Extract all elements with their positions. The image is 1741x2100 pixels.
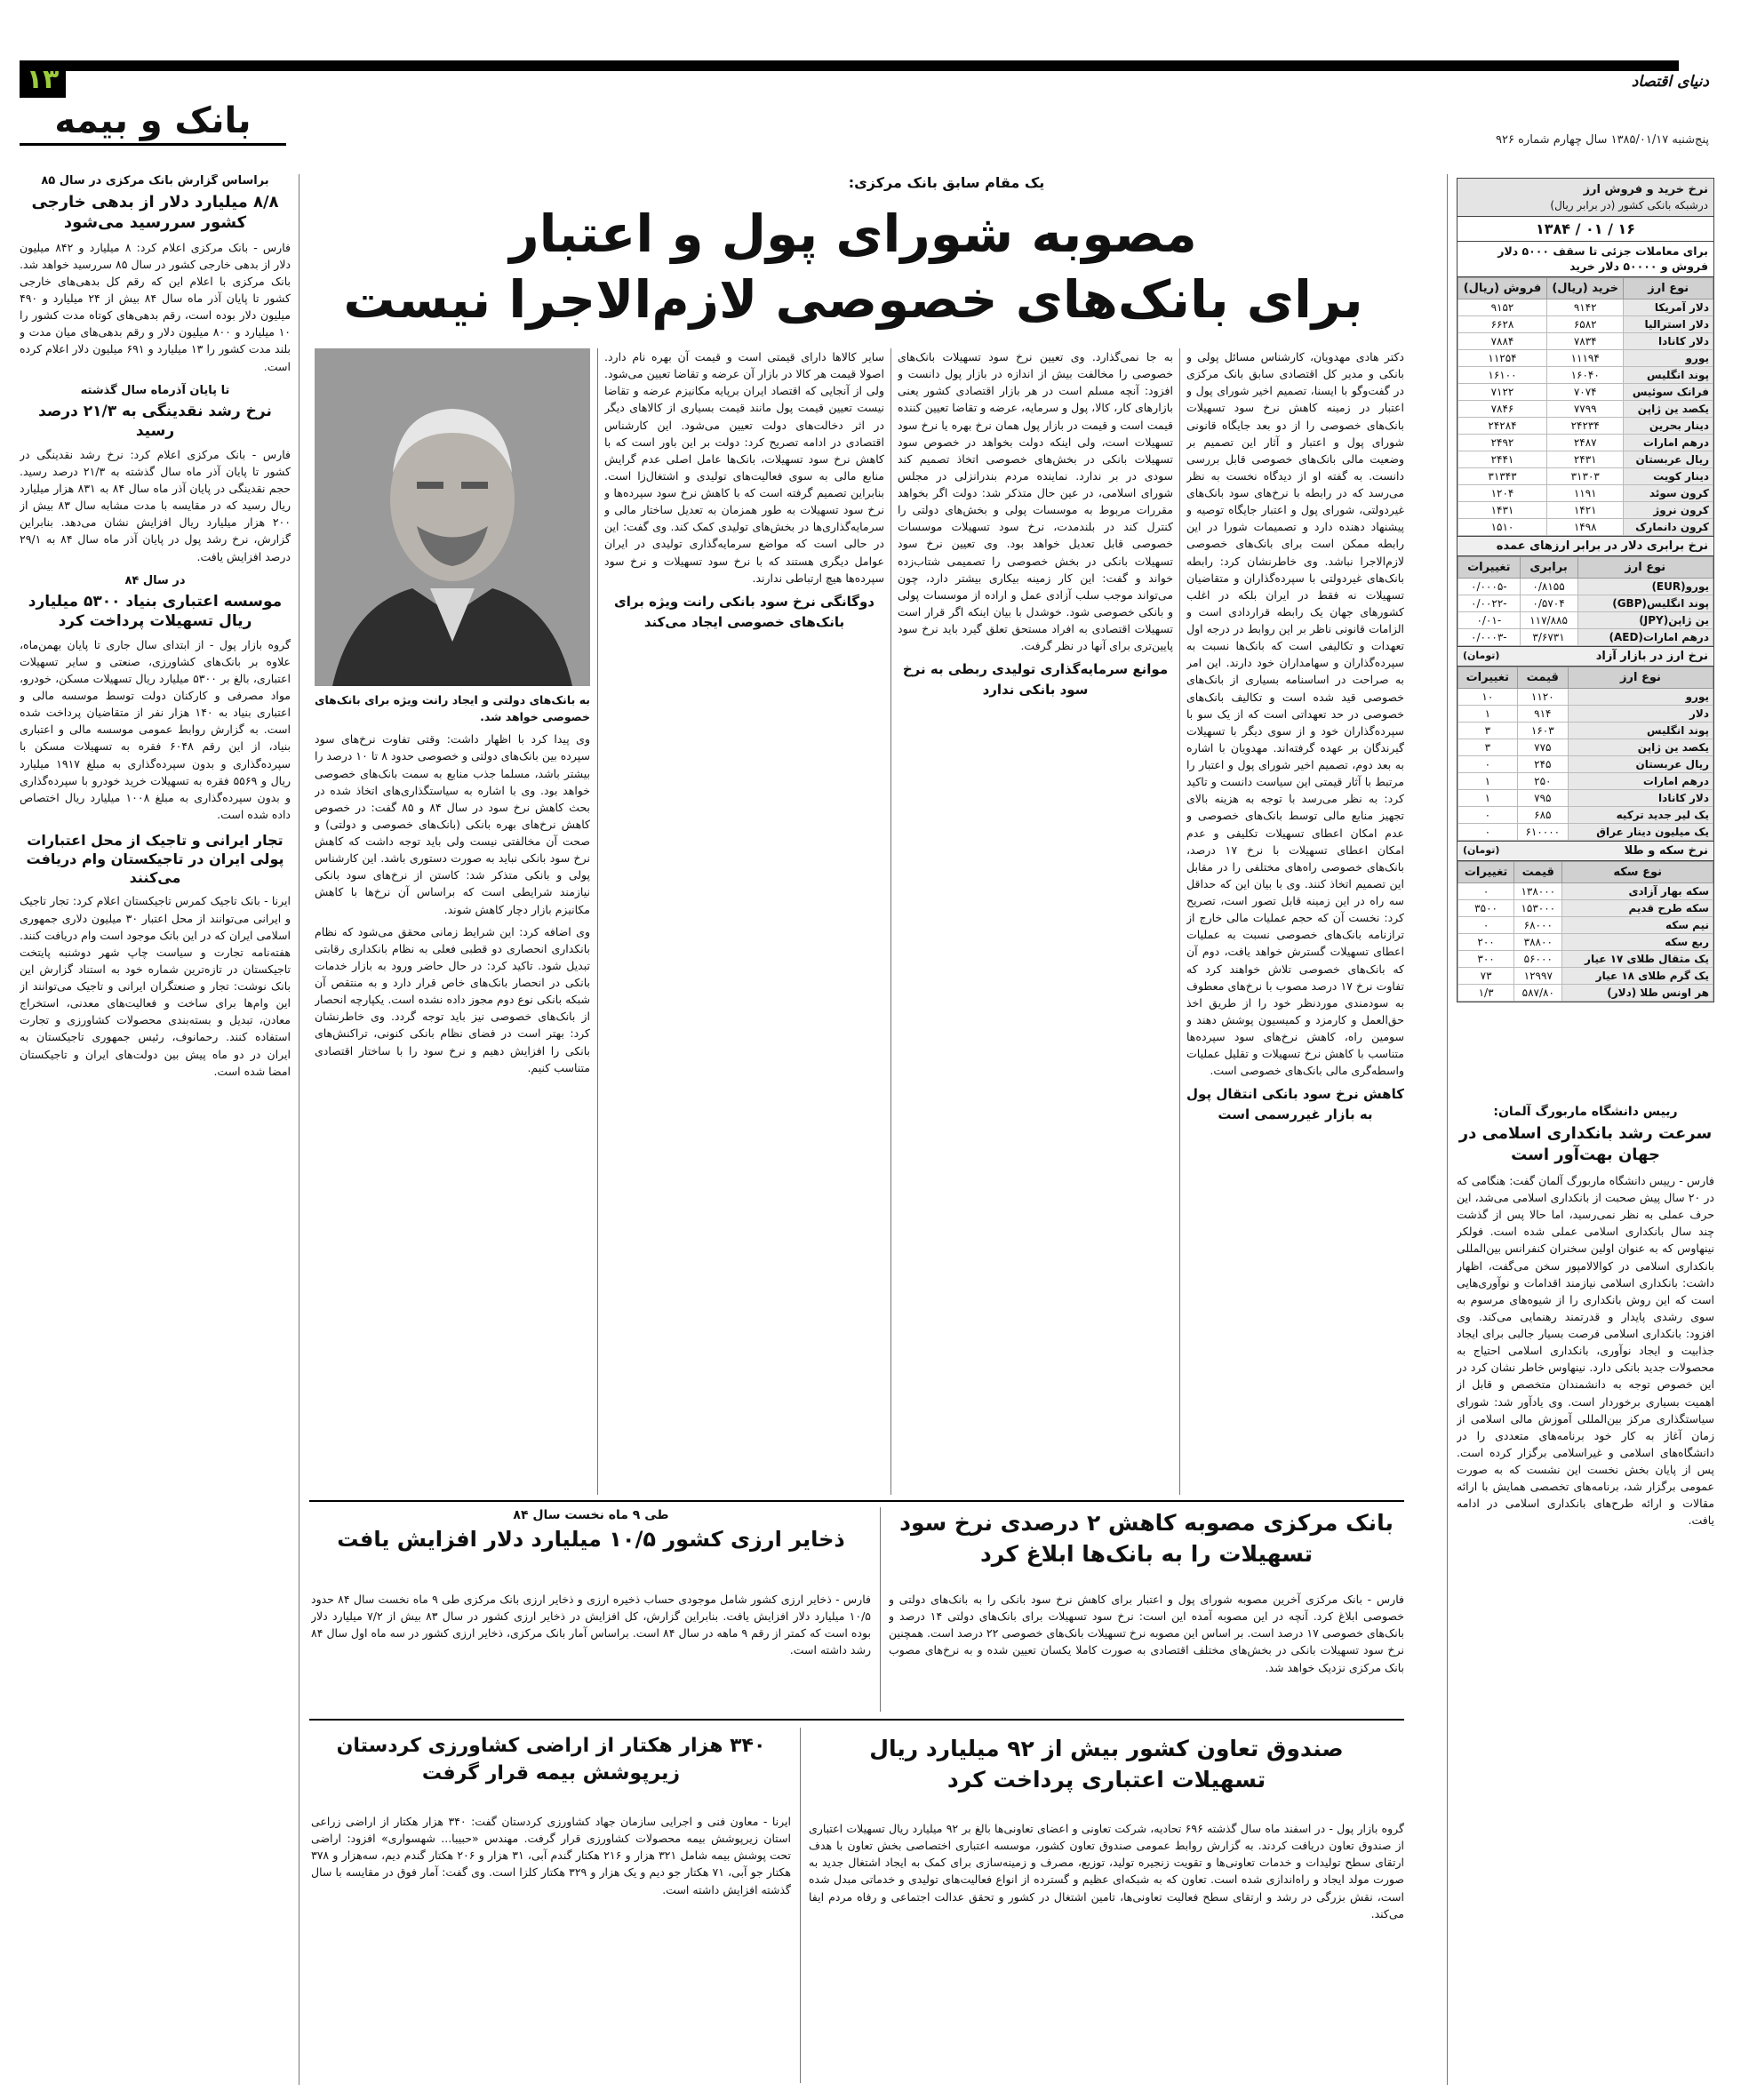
cross-rate-row	[1458, 612, 1713, 629]
main-col-4	[315, 691, 590, 1495]
bank-rate-row	[1458, 468, 1713, 485]
coin-rate-header-cell: نوع سکه	[1562, 862, 1713, 883]
free-rate-cell: ۱	[1458, 773, 1518, 790]
coin-rate-cell: ۰	[1458, 883, 1514, 900]
coin-rate-row	[1458, 883, 1713, 900]
free-rate-cell: ۲۵۰	[1517, 773, 1568, 790]
divider	[890, 348, 891, 1495]
bank-rate-cell: ۳۱۳۴۳	[1458, 468, 1547, 485]
coin-rate-cell: ۶۸۰۰۰	[1514, 917, 1562, 934]
top-rule	[62, 60, 1679, 71]
free-rate-cell: ۱۱۲۰	[1517, 689, 1568, 706]
cross-rates-title: نرخ برابری دلار در برابر ارزهای عمده	[1457, 536, 1713, 556]
debt-body: فارس - بانک مرکزی اعلام کرد: ۸ میلیارد و ۸۴۲ میلیون دلار از بدهی خارجی کشور در سال ۸۵ سررسید خواهد شد. بانک مرکزی با اعلام این که رقم کل بدهی‌های خارجی کشور تا پایان آذر ماه سال ۸۴ بیش از ۲۴ میلیارد و ۴۹۰ میلیون دلار بوده است، رقم بدهی‌های کوتاه مدت کشور را ۱۰ میلیارد و ۸۰۰ میلیون دلار و رقم بدهی‌های میان مدت و بلند مدت کشور را ۱۳ میلیارد و ۶۹۱ میلیون دلار اعلام کرده است.	[20, 240, 291, 373]
bank-rate-cell: دلار کانادا	[1624, 333, 1713, 350]
bank-rate-cell: ریال عربستان	[1624, 451, 1713, 468]
free-rate-cell: ۷۹۵	[1517, 790, 1568, 807]
cross-rate-cell: درهم امارات(AED)	[1577, 629, 1713, 646]
divider	[800, 1728, 801, 2083]
free-rate-row	[1458, 706, 1713, 723]
cross-rate-cell: ۳/۶۷۳۱	[1520, 629, 1577, 646]
bonyad-title: موسسه اعتباری بنیاد ۵۳۰۰ میلیارد ریال تسهیلات پرداخت کرد	[28, 592, 283, 630]
bonyad-kicker: در سال ۸۴	[124, 573, 186, 587]
headline-line-2: برای بانک‌های خصوصی لازم‌الاجرا نیست	[343, 269, 1363, 331]
insurance-body	[311, 1813, 791, 2084]
cross-rate-cell: یورو(EUR)	[1577, 579, 1713, 595]
insurance-text: ایرنا - معاون فنی و اجرایی سازمان جهاد کشاورزی کردستان گفت: ۳۴۰ هزار هکتار از اراضی زراعی استان زیرپوشش بیمه محصولات کشاورزی قرار گرفت. مهندس «حبیبا... شهسواری» افزود: اراضی تحت پوشش بیمه شامل ۳۲۱ هزار و ۲۱۶ هکتار گندم آبی، ۳۱ هزار و ۲۰۶ هکتار گندم دیم، سه‌هزار و ۳۷۸ هکتار جو آبی، ۷۱ هکتار جو دیم و یک هزار و ۳۲۹ هکتار کلزا است. وی گفت: آمار فوق در مقایسه با سال گذشته افزایش داشته است.	[311, 1815, 791, 1896]
free-rate-row	[1458, 824, 1713, 841]
insurance-title-2: زیرپوشش بیمه قرار گرفت	[421, 1761, 681, 1785]
cross-rate-cell: ۰/۰۱-	[1458, 612, 1521, 629]
coin-rate-cell: یک مثقال طلای ۱۷ عیار	[1562, 951, 1713, 968]
cross-rate-header-cell: نوع ارز	[1577, 557, 1713, 579]
main-col-1-text: دکتر هادی مهدویان، کارشناس مسائل پولی و بانکی و مدیر کل اقتصادی سابق بانک مرکزی در گفت‌وگو با ایسنا، تصمیم اخیر شورای پول و اعتبار در زمینه کاهش نرخ سود تسهیلات بانک‌های خصوصی را از دو بعد جایگاه قانونی شورای پول و اعتبار و آثار این تصمیم بر وضعیت مالی بانک‌های خصوصی قابل بررسی دانست. به گفته او از دیدگاه نخست به نظر می‌رسد که در رابطه با نرخ‌های سود بانک‌های غیردولتی، شورای پول و اعتبار جایگاه توصیه و پیشنهاد دهنده دارد و تصمیمات شورا در این رابطه ممکن است برای بانک‌های خصوصی لازم‌الاجرا نباشد. وی خاطرنشان کرد: رابطه بانک‌های غیردولتی با سپرده‌گذاران و متقاضیان تسهیلات نه فقط در ایران بلکه در اغلب کشورهای جهان یک رابطه قراردادی است و الزامات قانونی ناظر بر این روابط در درجه اول تعهدات و تکالیفی است که بانک‌ها نسبت به سپرده‌گذاران و سهامداران خود دارند. این امر به صراحت در اساسنامه بسیاری از بانک‌های خصوصی قید شده است و تکالیف بانک‌های خصوصی در حد تعهداتی است که از یک سو با سپرده‌گذاران خود و از سوی دیگر با تسهیلات گیرندگان بر عهده گرفته‌اند. مهدویان با اشاره به بعد دوم، تصمیم اخیر شورای پول و اعتبار را مرتبط با آثار قیمتی این سیاست دانست و تاکید کرد: به نظر می‌رسد با توجه به هزینه بالای تجهیز منابع مالی توسط بانک‌های خصوصی و عدم امکان اعطای تسهیلات تکلیفی و عدم امکان اعطای تسهیلات با نرخ ۱۷ درصد، بانک‌های خصوصی راه‌های مختلفی را در مقابل این تصمیم اتخاذ کنند. وی با بیان این که حداقل سه راه در این زمینه قابل تصور است، تصریح کرد: نخست آن که حجم عملیات مالی خارج از ترازنامه بانک‌های خصوصی نسبت به عملیات اعطای تسهیلات گسترش خواهد یافت، دوم آن که بانک‌های خصوصی تلاش خواهند کرد که تفاوت نرخ ۱۷ درصد مصوب با نرخ‌های معطوف به سودمندی موردنظر خود را از طریق اخذ حق‌العمل و کارمزد و کمیسیون پوشش دهند و سومین راه، کاهش نرخ‌های سود سپرده‌ها متناسب با کاهش نرخ تسهیلات و تقلیل عملیات واسطه‌گری مالی بانک‌های خصوصی است.	[1186, 350, 1404, 1078]
divider	[597, 348, 598, 1495]
divider	[1179, 348, 1180, 1495]
main-col-2-text: به جا نمی‌گذارد. وی تعیین نرخ سود تسهیلات بانک‌های خصوصی را مخالفت بیش از اندازه در بازار پول دانست و افزود: آنچه مسلم است در هر بازار اقتصادی کشور یعنی بازارهای کار، کالا، پول و سرمایه، عرضه و تقاضا تعیین کننده قیمت است و قیمت در بازار پول همان نرخ بهره یا نرخ سود تسهیلات است، ولی اینکه دولت بخواهد در خصوص سود تسهیلات بانکی در بخش‌های خصوصی اتخاذ تصمیم کند سودی در بر ندارد. نماینده مردم بندرانزلی در مجلس شورای اسلامی، در عین حال متذکر شد: دولت اگر بخواهد مقررات مربوط به موسسات پولی و بخش‌های دولتی را کنترل کند در بلندمدت، نرخ سود تسهیلات موسسات خصوصی قابل تعدیل خواهد بود. وی تعیین نرخ سود تسهیلات بانکی در بخش خصوصی را تصمیمی شتاب‌زده خواند و گفت: این کار زمینه بیکاری بیشتر دارد، چون می‌تواند موجب سلب آزادی عمل و اراده از موسسات پولی و بانکی خصوصی شود. خوشدل با بیان اینکه اگر قرار است تسهیلات اقتصادی به افراد مستحق تعلق گیرد باید نرخ سود پایین‌تری برای آنها در نظر گرفت.	[898, 350, 1173, 653]
free-rate-cell: ۳	[1458, 723, 1518, 739]
bank-rate-cell: یکصد ین ژاپن	[1624, 401, 1713, 418]
coin-title	[1457, 841, 1713, 861]
main-col-5-text: وی اضافه کرد: این شرایط زمانی محقق می‌شود که نظام بانکداری انحصاری دو قطبی فعلی به نظام بانکداری رقابتی تبدیل شود. تاکید کرد: در حال حاضر ورود به بازار خدمات بانکی در انحصار بانک‌های خاص قرار دارد و به منتقص آن شبکه بانکی نوع دوم مجوز داده نشده است. یکپارچه انحصار از بانک‌های خصوصی نیز باید توجه گردد. وی خاطرنشان کرد: بهتر است در فضای نظام بانکی کنونی، تراکنش‌های بانکی را افزایش دهیم و نرخ سود را با ساختار اقتصادی متناسب کنیم.	[315, 924, 590, 1074]
free-rate-cell: ۹۱۴	[1517, 706, 1568, 723]
free-rate-row	[1458, 807, 1713, 824]
cross-rate-cell: ۰/۰۰۰۵-	[1458, 579, 1521, 595]
bank-rate-row	[1458, 401, 1713, 418]
coop-fund-title-2: تسهیلات اعتباری پرداخت کرد	[946, 1767, 1266, 1793]
free-rate-header-cell: قیمت	[1517, 667, 1568, 689]
subhead-2: دوگانگی نرخ سود بانکی رانت ویژه برای بانک‌های خصوصی ایجاد می‌کند	[614, 593, 874, 630]
coin-rate-cell: ۷۳	[1458, 968, 1514, 985]
coop-fund-body	[809, 1820, 1404, 2087]
free-rate-cell: ۰	[1458, 824, 1518, 841]
coin-rate-cell: یک گرم طلای ۱۸ عیار	[1562, 968, 1713, 985]
cross-rate-cell: پوند انگلیس(GBP)	[1577, 595, 1713, 612]
islamic-banking-body: فارس - رییس دانشگاه ماربورگ آلمان گفت: هنگامی که در ۲۰ سال پیش صحبت از بانکداری اسلامی می‌شد، این حرف عملی به نظر نمی‌رسید، اما حالا پس از گذشت چند سال بانکداری اسلامی عملی شده است. فولکر نینهاوس که به عنوان اولین سخنران کنفرانس بین‌المللی بانکداری اسلامی در کوالالامپور سخن می‌گفت، اظهار داشت: بانکداری اسلامی نیازمند اقدامات و نوآوری‌هایی است که این روش بانکداری را از شیوه‌های مرسوم به سوی رشدی پایدار و قدرتمند رهنمایی می‌کند. وی افزود: بانکداری اسلامی فرصت بسیار جالبی برای ایجاد جذابیت و ایجاد نوآوری، بانکداری اسلامی احتیاج به محصولات جدید بانکی دارد. نینهاوس خاطر نشان کرد در این خصوص توجه به دانشمندان متخصص و قابل از اهمیت بسیاری برخوردار است. وی یادآور شد: شورای سیاستگذاری مرکز بین‌المللی آموزش مالی اسلامی از زمان آغاز به کار خود برنامه‌های متعددی را در دانشگاه‌های اسلامی و غیراسلامی برگزار کرده است. پس از پایان بخش نخست این نشست که به صورت عمومی برگزار شد، برنامه‌های تخصصی همایش با ارائه مقالات و ارائه طرح‌های بانکداری اسلامی در ادامه یافت.	[1457, 1173, 1714, 1528]
free-rate-cell: یکصد ین ژاپن	[1568, 739, 1713, 756]
free-rate-cell: ۱۶۰۳	[1517, 723, 1568, 739]
bank-rate-cell: ۱۶۱۰۰	[1458, 367, 1547, 384]
rate-cut-text: فارس - بانک مرکزی آخرین مصوبه شورای پول و اعتبار برای کاهش نرخ سود بانکی را به بانک‌های دولتی و خصوصی ابلاغ کرد. آنچه در این مصوبه آمده این است: نرخ سود تسهیلات برای بانک‌های دولتی ۱۴ درصد و بانک‌های خصوصی ۱۷ درصد است. بر اساس این مصوبه نرخ تسهیلات بانک‌های خصوصی ۲۲ درصد است. همچنین نرخ سود تسهیلات بانکی در بخش‌های مختلف اقتصادی به صورت کاملا یکسان تعیین شده و به نرخ‌های مصوب بانک مرکزی نزدیک خواهد شد.	[889, 1593, 1404, 1674]
free-market-title	[1457, 646, 1713, 667]
coin-rate-row	[1458, 917, 1713, 934]
subhead-3: کاهش نرخ سود بانکی انتقال پول به بازار غیررسمی است	[1186, 1086, 1404, 1123]
coin-rate-cell: ۳۵۰۰	[1458, 900, 1514, 917]
coin-table	[1457, 861, 1713, 1002]
free-rate-cell: پوند انگلیس	[1568, 723, 1713, 739]
coin-unit: (تومان)	[1463, 844, 1500, 857]
main-col-2	[898, 348, 1173, 1495]
bank-rate-cell: فرانک سوئیس	[1624, 384, 1713, 401]
free-rate-cell: ریال عربستان	[1568, 756, 1713, 773]
free-rate-row	[1458, 756, 1713, 773]
free-rate-cell: یک میلیون دینار عراق	[1568, 824, 1713, 841]
rate-cut-headline	[889, 1507, 1404, 1569]
bank-rate-cell: دینار کویت	[1624, 468, 1713, 485]
free-rate-row	[1458, 739, 1713, 756]
bank-rate-cell: ۱۶۰۴۰	[1546, 367, 1623, 384]
coin-rate-header-cell: قیمت	[1514, 862, 1562, 883]
tajik-body: ایرنا - بانک تاجیک کمرس تاجیکستان اعلام کرد: تجار تاجیک و ایرانی می‌توانند از محل اعتبار ۳۰ میلیون دلاری جمهوری اسلامی ایران که در این بانک موجود است وام دریافت کنند. هفته‌نامه تجارت و سیاست چاپ شهر دوشنبه پایتخت تاجیکستان در تازه‌ترین شماره خود به استناد گزارش این بانک نوشت: تجار و صنعتگران ایرانی و تاجیک می‌توانند از این وام‌ها برای ساخت و فعالیت‌های معدنی، استخراج معادن، تبدیل و بسته‌بندی محصولات کشاورزی و تجارت استفاده کنند. رحمانوف، رئیس جمهوری تاجیکستان به ایران در دو ماه پیش بین دولت‌های ایران و تاجیکستان امضا شده است.	[20, 894, 291, 1078]
bank-rate-cell: ۲۴۳۱	[1546, 451, 1623, 468]
free-rate-cell: یورو	[1568, 689, 1713, 706]
rates-box-header	[1457, 179, 1713, 217]
free-rate-cell: ۷۷۵	[1517, 739, 1568, 756]
divider	[309, 1500, 1404, 1502]
bank-rate-cell: دلار آمریکا	[1624, 299, 1713, 316]
islamic-banking-kicker: رییس دانشگاه ماربورگ آلمان:	[1493, 1105, 1678, 1119]
bank-rate-cell: ۲۴۹۲	[1458, 435, 1547, 451]
coin-rate-cell: ۱۵۳۰۰۰	[1514, 900, 1562, 917]
bank-rate-row	[1458, 299, 1713, 316]
rate-cut-body	[889, 1591, 1404, 1711]
reserves-text: فارس - ذخایر ارزی کشور شامل موجودی حساب ذخیره ارزی و ذخایر ارزی بانک مرکزی طی ۹ ماه نخست سال ۸۴ حدود ۱۰/۵ میلیارد دلار افزایش یافت. بنابراین گزارش، کل افزایش در ذخایر ارزی کشور در سال ۸۳ بیش از ۷/۲ میلیارد دلار بوده است که کمتر از رقم ۹ ماهه در سال ۸۴ است. براساس آمار بانک مرکزی، ذخایر ارزی کشور در سه ماه اول سال ۸۴ رشد داشته است.	[311, 1593, 871, 1657]
free-rate-row	[1458, 773, 1713, 790]
bank-rate-row	[1458, 367, 1713, 384]
bank-rate-cell: ۷۸۸۴	[1458, 333, 1547, 350]
coin-rate-row	[1458, 934, 1713, 951]
free-rate-row	[1458, 723, 1713, 739]
rates-title: نرخ خرید و فروش ارز	[1583, 183, 1708, 196]
coin-rate-cell: نیم سکه	[1562, 917, 1713, 934]
cross-rate-row	[1458, 595, 1713, 612]
main-col-4-text: وی پیدا کرد با اظهار داشت: وقتی تفاوت نرخ‌های سود سپرده بین بانک‌های دولتی و خصوصی حدود ۸ تا ۱۰ درصد را بیشتر باشد، مسلما جذب منابع به سمت بانک‌های خصوصی خواهد بود. وی با اشاره به سیاستگذاری‌های اتخاذ شده در بحث کاهش نرخ سود در سال ۸۴ و ۸۵ گفت: در خصوص کاهش نرخ‌های بهره بانکی (بانک‌های خصوصی و دولتی) و صحت آن مخالفتی نیست ولی باید توجه داشت که کاهش نرخ سود بانکی نباید به صورت دستوری باشد. این کارشناس پولی و بانکی متذکر شد: کاستن از نرخ‌های سود بانکی نیازمند شرایطی است که براساس آن نرخ‌ها با کاهش مکانیزم بازار دچار کاهش شوند.	[315, 732, 590, 916]
coin-rate-cell: ۳۰۰	[1458, 951, 1514, 968]
coop-fund-text: گروه بازار پول - در اسفند ماه سال گذشته ۶۹۶ تحادیه، شرکت تعاونی و اعضای تعاونی‌ها بالغ بر ۹۲ میلیارد ریال تسهیلات اعتباری از صندوق تعاون دریافت کردند. به گزارش روابط عمومی صندوق تعاون کشور، موسسه اعتباری اختصاصی بخش تعاون با هدف ارتقای سطح تولیدات و خدمات تعاونی‌ها و تقویت زنجیره تولید، توزیع، مصرف و زمینه‌سازی برای کمک به ایجاد اشتغال جدید به صورت مولد ایجاد و راه‌اندازی شده است. تعاون که به شبکه‌ای عظیم و گسترده از انواع فعالیت‌های تولیدی و خدماتی مبدل شده است، نقش بزرگی در رشد و ارتقای سطح فعالیت تعاونی‌ها، تامین اشتغال در کشور و تحقق عدالت اجتماعی و رفاه مردم ایفا می‌کند.	[809, 1822, 1404, 1920]
free-rate-cell: ۰	[1458, 756, 1518, 773]
bank-rate-row	[1458, 384, 1713, 401]
bonyad-body: گروه بازار پول - از ابتدای سال جاری تا پایان بهمن‌ماه، علاوه بر بانک‌های کشاورزی، صنعتی و سایر تسهیلات اعتباری، بالغ بر ۵۳۰۰ میلیارد ریال تسهیلات مسکن، خودرو، مواد مصرفی و کارکنان دولت توسط موسسه مالی و اعتباری بنیاد به ۱۴۰ هزار نفر از متقاضیان پرداخت شده است. به گزارش روابط عمومی موسسه مالی و اعتباری بنیاد، از این رقم ۶۰۴۸ فقره به تسهیلات مسکن با سپرده‌گذاری و بدون سپرده‌گذاری به مبلغ ۱۹۱۷ میلیارد ریال و ۵۵۶۹ فقره به تسهیلات خرید خودرو با سپرده‌گذاری و بدون سپرده‌گذاری به مبلغ ۱۰۰۸ میلیارد ریال اختصاص داده شده است.	[20, 637, 291, 821]
bank-rates-table	[1457, 277, 1713, 536]
divider	[309, 1719, 1404, 1721]
free-rate-cell: یک لیر جدید ترکیه	[1568, 807, 1713, 824]
bank-rate-cell: ۲۴۲۳۴	[1546, 418, 1623, 435]
coin-rate-header-cell: تغییرات	[1458, 862, 1514, 883]
bank-rate-row	[1458, 502, 1713, 519]
newspaper-logo: دنیای اقتصاد	[1631, 73, 1709, 91]
free-rate-cell: ۱	[1458, 706, 1518, 723]
coop-fund-title-1: صندوق تعاون کشور بیش از ۹۲ میلیارد ریال	[869, 1736, 1344, 1761]
liquidity-title: نرخ رشد نقدینگی به ۲۱/۳ درصد رسید	[38, 402, 272, 440]
main-kicker: یک مقام سابق بانک مرکزی:	[848, 174, 1045, 191]
free-rate-cell: ۱۰	[1458, 689, 1518, 706]
coin-rate-cell: هر اونس طلا (دلار)	[1562, 985, 1713, 1002]
bank-rate-cell: ۱۴۹۸	[1546, 519, 1623, 536]
bank-rate-cell: ۹۱۴۲	[1546, 299, 1623, 316]
free-rate-row	[1458, 689, 1713, 706]
bank-rate-cell: ۶۵۸۲	[1546, 316, 1623, 333]
divider	[880, 1507, 881, 1712]
person-portrait-icon	[315, 348, 590, 686]
page-number: ۱۳	[20, 60, 66, 98]
cross-rate-cell: ۰/۰۰۰۳-	[1458, 629, 1521, 646]
bank-rate-cell: ۷۷۹۹	[1546, 401, 1623, 418]
portrait-photo	[315, 348, 590, 686]
bank-rate-cell: ۱۲۰۴	[1458, 485, 1547, 502]
free-rate-cell: دلار	[1568, 706, 1713, 723]
coin-rate-row	[1458, 900, 1713, 917]
rates-subtitle: درشبکه بانکی کشور (در برابر ریال)	[1550, 198, 1708, 212]
free-rate-cell: ۶۱۰۰۰۰	[1517, 824, 1568, 841]
bank-rate-cell: ۱۱۱۹۴	[1546, 350, 1623, 367]
bank-rate-row	[1458, 316, 1713, 333]
coin-rate-cell: ۵۶۰۰۰	[1514, 951, 1562, 968]
bank-rate-row	[1458, 350, 1713, 367]
cross-rate-cell: ین ژاپن(JPY)	[1577, 612, 1713, 629]
cross-rate-row	[1458, 579, 1713, 595]
free-rate-header-cell: نوع ارز	[1568, 667, 1713, 689]
free-rate-cell: درهم امارات	[1568, 773, 1713, 790]
coin-rate-cell: ۱۳۸۰۰۰	[1514, 883, 1562, 900]
free-rate-cell: ۳	[1458, 739, 1518, 756]
bank-rate-cell: یورو	[1624, 350, 1713, 367]
reserves-kicker: طی ۹ ماه نخست سال ۸۴	[513, 1508, 669, 1522]
bank-rate-cell: ۲۴۸۷	[1546, 435, 1623, 451]
bank-rate-header-cell: خرید (ریال)	[1546, 278, 1623, 299]
cross-rate-cell: ۰/۸۱۵۵	[1520, 579, 1577, 595]
free-rate-row	[1458, 790, 1713, 807]
free-rate-header-cell: تغییرات	[1458, 667, 1518, 689]
cross-rate-header-cell: تغییرات	[1458, 557, 1521, 579]
bank-rate-cell: ۱۱۹۱	[1546, 485, 1623, 502]
divider	[1447, 174, 1448, 2085]
bank-rate-cell: ۲۴۴۱	[1458, 451, 1547, 468]
rates-note: برای معاملات جزئی تا سقف ۵۰۰۰ دلار فروش و ۵۰۰۰۰ دلار خرید	[1457, 242, 1713, 278]
bank-rate-cell: ۱۴۳۱	[1458, 502, 1547, 519]
free-market-label: نرخ ارز در بازار آزاد	[1595, 650, 1708, 664]
dateline: پنج‌شنبه ۱۳۸۵/۰۱/۱۷ سال چهارم شماره ۹۲۶	[1496, 133, 1709, 147]
free-market-table	[1457, 667, 1713, 841]
bank-rate-cell: ۱۱۲۵۴	[1458, 350, 1547, 367]
free-rate-cell: ۲۴۵	[1517, 756, 1568, 773]
bank-rate-cell: ۳۱۳۰۳	[1546, 468, 1623, 485]
islamic-banking-story	[1457, 1104, 1714, 2081]
bank-rate-row	[1458, 519, 1713, 536]
islamic-banking-title: سرعت رشد بانکداری اسلامی در جهان بهت‌آور است	[1458, 1124, 1713, 1164]
liquidity-kicker: تا پایان آذرماه سال گذشته	[80, 383, 230, 397]
main-col-1	[1186, 348, 1404, 1495]
free-rate-cell: ۱	[1458, 790, 1518, 807]
main-col-3	[604, 348, 884, 1495]
cross-rate-header-cell: برابری	[1520, 557, 1577, 579]
coin-rate-cell: سکه طرح قدیم	[1562, 900, 1713, 917]
rates-date: ۱۳۸۴ / ۰۱ / ۱۶	[1457, 217, 1713, 242]
coin-rate-cell: ۱/۳	[1458, 985, 1514, 1002]
coin-rate-cell: ۱۲۹۹۷	[1514, 968, 1562, 985]
insurance-headline	[311, 1733, 791, 1788]
bank-rate-row	[1458, 451, 1713, 468]
coin-rate-cell: ۳۸۸۰۰	[1514, 934, 1562, 951]
bank-rate-cell: ۱۵۱۰	[1458, 519, 1547, 536]
bank-rate-cell: کرون نروژ	[1624, 502, 1713, 519]
bank-rate-cell: دلار استرالیا	[1624, 316, 1713, 333]
bank-rate-row	[1458, 418, 1713, 435]
free-market-unit: (تومان)	[1463, 650, 1500, 662]
bank-rate-cell: ۷۸۳۴	[1546, 333, 1623, 350]
reserves-body	[311, 1591, 871, 1711]
exchange-rates-box	[1457, 178, 1714, 1002]
bank-rate-row	[1458, 333, 1713, 350]
bank-rate-cell: پوند انگلیس	[1624, 367, 1713, 384]
cross-rate-cell: ۰/۰۰۲۲-	[1458, 595, 1521, 612]
coop-fund-headline	[809, 1733, 1404, 1795]
bank-rate-row	[1458, 485, 1713, 502]
section-title: بانک و بیمه	[20, 98, 286, 146]
bank-rate-cell: ۹۱۵۲	[1458, 299, 1547, 316]
coin-rate-row	[1458, 968, 1713, 985]
main-headline	[311, 201, 1395, 332]
rate-cut-title-1: بانک مرکزی مصوبه کاهش ۲ درصدی نرخ سود	[899, 1510, 1394, 1536]
coin-rate-cell: سکه بهار آزادی	[1562, 883, 1713, 900]
bank-rate-cell: کرون سوئد	[1624, 485, 1713, 502]
debt-kicker: براساس گزارش بانک مرکزی در سال ۸۵	[41, 174, 269, 188]
tajik-title: تجار ایرانی و تاجیک از محل اعتبارات پولی ایران در تاجیکستان وام دریافت می‌کنند	[26, 832, 284, 886]
bank-rate-cell: ۱۴۲۱	[1546, 502, 1623, 519]
free-rate-cell: ۰	[1458, 807, 1518, 824]
cross-rate-cell: ۰/۵۷۰۴	[1520, 595, 1577, 612]
coin-rate-row	[1458, 951, 1713, 968]
rate-cut-title-2: تسهیلات را به بانک‌ها ابلاغ کرد	[979, 1541, 1314, 1567]
free-rate-cell: دلار کانادا	[1568, 790, 1713, 807]
bank-rate-cell: ۷۰۷۴	[1546, 384, 1623, 401]
debt-title: ۸/۸ میلیارد دلار از بدهی خارجی کشور سررسید می‌شود	[31, 192, 279, 233]
bank-rate-cell: ۲۴۲۸۴	[1458, 418, 1547, 435]
coin-label: نرخ سکه و طلا	[1624, 844, 1708, 858]
bank-rate-cell: ۷۱۲۲	[1458, 384, 1547, 401]
reserves-title: ذخایر ارزی کشور ۱۰/۵ میلیارد دلار افزایش یافت	[337, 1526, 845, 1552]
bank-rate-cell: درهم امارات	[1624, 435, 1713, 451]
left-column	[20, 174, 291, 2085]
bank-rate-cell: ۷۸۴۶	[1458, 401, 1547, 418]
bank-rate-header-cell: فروش (ریال)	[1458, 278, 1547, 299]
headline-line-1: مصوبه شورای پول و اعتبار	[509, 204, 1197, 264]
cross-rate-cell: ۱۱۷/۸۸۵	[1520, 612, 1577, 629]
coin-rate-cell: ربع سکه	[1562, 934, 1713, 951]
cross-rate-row	[1458, 629, 1713, 646]
bank-rate-header-cell: نوع ارز	[1624, 278, 1713, 299]
insurance-title-1: ۳۴۰ هزار هکتار از اراضی کشاورزی کردستان	[336, 1735, 766, 1757]
free-rate-cell: ۶۸۵	[1517, 807, 1568, 824]
reserves-headline	[311, 1507, 871, 1554]
photo-caption: به بانک‌های دولتی و ایجاد رانت ویژه برای بانک‌های خصوصی خواهد شد.	[315, 693, 590, 724]
coin-rate-cell: ۰	[1458, 917, 1514, 934]
cross-rates-table	[1457, 556, 1713, 646]
coin-rate-cell: ۲۰۰	[1458, 934, 1514, 951]
bank-rate-row	[1458, 435, 1713, 451]
bank-rate-cell: کرون دانمارک	[1624, 519, 1713, 536]
main-col-3-text: سایر کالاها دارای قیمتی است و قیمت آن بهره نام دارد. اصولا قیمت هر کالا در بازار آن عرضه و تقاضا تعیین می‌شود. ولی از آنجایی که اقتصاد ایران برپایه مکانیزم عرضه و تقاضا نیست تعیین قیمت پول مانند قیمت بسیاری از کالاهای دیگر در اثر دخالت‌های دولت تعیین می‌شود. این کارشناس اقتصادی در ادامه تصریح کرد: دولت بر این باور است که با کاهش نرخ سود تسهیلات، بانک‌ها عامل اصلی عدم گرایش منابع مالی به سوی فعالیت‌های تولیدی و اشتغال‌زا است. بنابراین تصمیم گرفته است که با کاهش نرخ سود سپرده‌ها و نرخ سود تسهیلات به طور همزمان به تعدیل ساختار مالی و سرمایه‌گذاری‌ها در بخش‌های تولیدی کمک کند. وی گفت: این در حالی است که مواضع سرمایه‌گذاری تولیدی در ایران عوامل دیگری هستند که با نرخ سود تسهیلات و نرخ سود سپرده‌ها هیچ ارتباطی ندارند.	[604, 350, 884, 585]
subhead-1: موانع سرمایه‌گذاری تولیدی ربطی به نرخ سود بانکی ندارد	[902, 661, 1169, 699]
coin-rate-row	[1458, 985, 1713, 1002]
coin-rate-cell: ۵۸۷/۸۰	[1514, 985, 1562, 1002]
liquidity-body: فارس - بانک مرکزی اعلام کرد: نرخ رشد نقدینگی در کشور تا پایان آذر ماه سال گذشته به ۲۱/۳ درصد رسید. حجم نقدینگی در پایان آذر ماه سال ۸۴ به ۸۳۱ هزار میلیارد ریال رسید که در مقایسه با مدت مشابه سال ۸۳ بیش از ۲۰۰ هزار میلیارد ریال افزایش نشان می‌دهد. بنابراین گزارش، نرخ رشد پول در پایان آذر ماه سال ۸۴ به ۲۹/۱ درصد افزایش یافت.	[20, 447, 291, 563]
bank-rate-cell: ۶۶۲۸	[1458, 316, 1547, 333]
bank-rate-cell: دینار بحرین	[1624, 418, 1713, 435]
